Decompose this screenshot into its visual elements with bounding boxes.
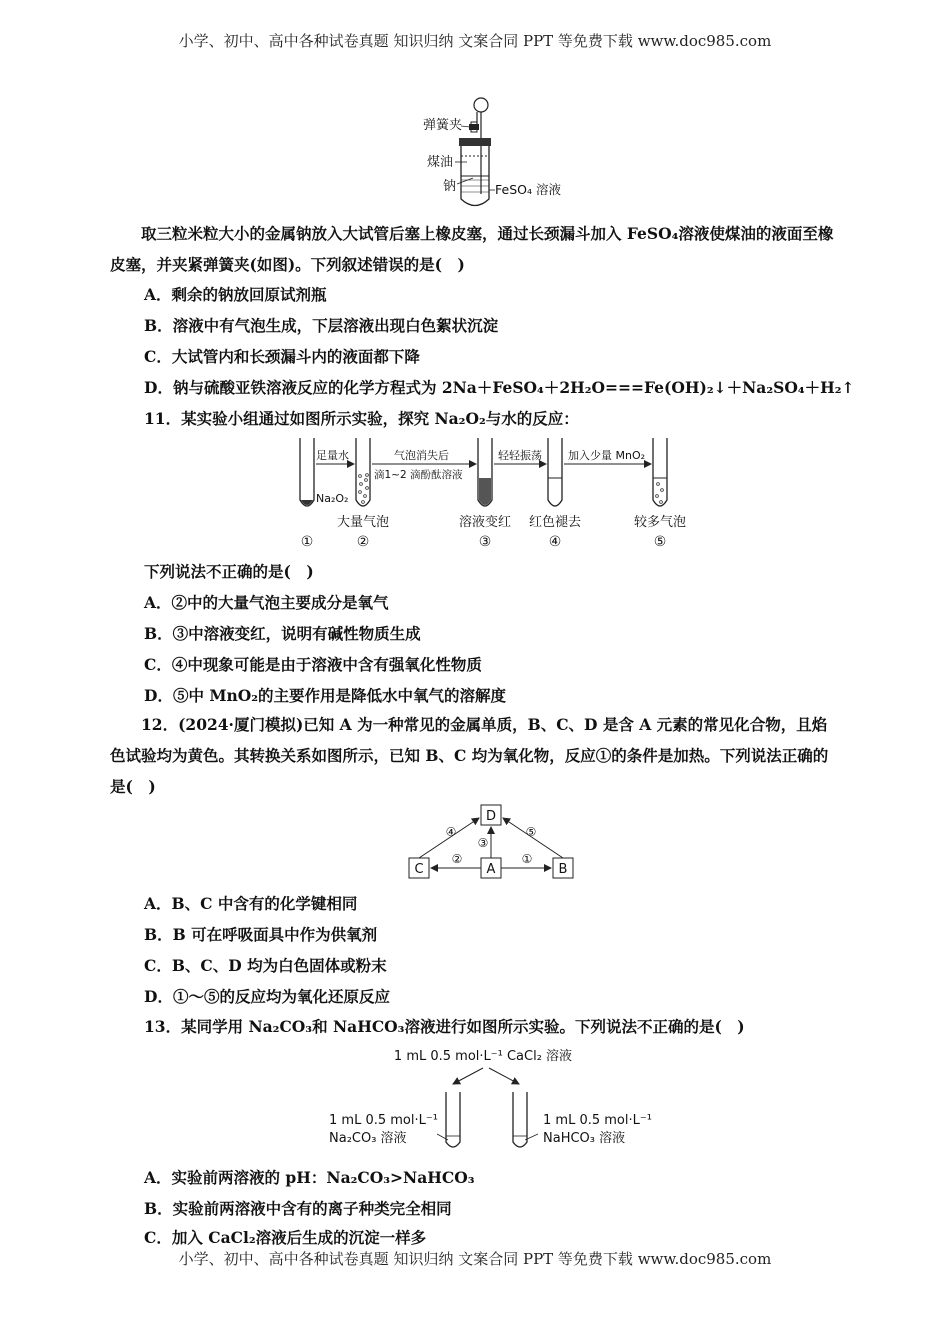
q11-option-c: C．④中现象可能是由于溶液中含有强氧化性物质	[144, 655, 482, 674]
label-oil: 煤油	[427, 155, 454, 170]
na2o2-label: Na₂O₂	[316, 492, 349, 505]
tube-right	[513, 1092, 527, 1147]
obs-label-5: 较多气泡	[633, 515, 687, 530]
tube-number-5: ⑤	[653, 534, 667, 550]
label-clip: 弹簧夹	[423, 118, 463, 133]
q13-option-c: C．加入 CaCl₂溶液后生成的沉淀一样多	[144, 1228, 427, 1247]
q12-option-d: D．①～⑤的反应均为氧化还原反应	[144, 987, 390, 1006]
tube-number-2: ②	[356, 534, 370, 550]
q12-conversion-diagram	[405, 800, 580, 884]
q11-option-a: A．②中的大量气泡主要成分是氧气	[144, 593, 389, 612]
obs-label-2: 大量气泡	[336, 515, 390, 530]
label-na: 钠	[443, 179, 457, 194]
q11-option-d: D．⑤中 MnO₂的主要作用是降低水中氧气的溶解度	[144, 686, 507, 705]
reaction-5: ⑤	[525, 825, 537, 839]
top-reagent-label: 1 mL 0.5 mol·L⁻¹ CaCl₂ 溶液	[393, 1049, 573, 1064]
reaction-2: ②	[451, 852, 463, 866]
obs-label-4: 红色褪去	[528, 515, 582, 530]
q10-stem: 取三粒米粒大小的金属钠放入大试管后塞上橡皮塞，通过长颈漏斗加入 FeSO₄溶液使煤油的液面至橡皮塞，并夹紧弹簧夹(如图)。下列叙述错误的是( )	[110, 224, 834, 274]
reaction-4: ④	[445, 825, 457, 839]
rubber-stopper	[459, 138, 491, 146]
q12-option-b: B．B 可在呼吸面具中作为供氧剂	[144, 925, 378, 944]
test-tube	[461, 144, 489, 206]
q10-option-b: B．溶液中有气泡生成，下层溶液出现白色絮状沉淀	[144, 316, 499, 335]
tube-5	[653, 438, 667, 506]
obs-label-3: 溶液变红	[458, 515, 512, 530]
node-D: D	[485, 809, 497, 824]
label-feso4: FeSO₄ 溶液	[495, 182, 561, 197]
funnel-bulb	[474, 98, 488, 112]
left-label-line2: Na₂CO₃ 溶液	[329, 1131, 407, 1146]
q11-substem: 下列说法不正确的是( )	[144, 562, 314, 581]
tube-number-1: ①	[300, 534, 314, 550]
arrow-label-1: 足量水	[316, 449, 349, 462]
q10-option-d: D．钠与硫酸亚铁溶液反应的化学方程式为 2Na＋FeSO₄＋2H₂O===Fe(OH)₂↓＋Na₂SO₄＋H₂↑	[144, 378, 855, 397]
arrow-label-2-bot: 滴1~2 滴酚酞溶液	[374, 469, 463, 481]
q11-option-b: B．③中溶液变红，说明有碱性物质生成	[144, 624, 421, 643]
q11-experiment-figure	[292, 432, 692, 550]
q13-experiment-figure	[325, 1042, 665, 1154]
node-B: B	[558, 862, 568, 877]
q13-option-b: B．实验前两溶液中含有的离子种类完全相同	[144, 1199, 452, 1218]
arrow-label-3: 轻轻振荡	[498, 449, 542, 462]
tube-left	[446, 1092, 460, 1147]
node-C: C	[414, 862, 424, 877]
q10-option-a: A．剩余的钠放回原试剂瓶	[144, 285, 327, 304]
q13-stem: 13．某同学用 Na₂CO₃和 NaHCO₃溶液进行如图所示实验。下列说法不正确的是( )	[144, 1017, 745, 1036]
right-label-line2: NaHCO₃ 溶液	[543, 1131, 626, 1146]
arrow-label-4: 加入少量 MnO₂	[568, 449, 646, 462]
reaction-3: ③	[477, 836, 489, 850]
q12-option-a: A．B、C 中含有的化学键相同	[144, 894, 358, 913]
tube-number-4: ④	[548, 534, 562, 550]
node-A: A	[486, 862, 496, 877]
tube-number-3: ③	[478, 534, 492, 550]
q11-stem: 11．某实验小组通过如图所示实验，探究 Na₂O₂与水的反应：	[144, 409, 579, 428]
reaction-1: ①	[521, 852, 533, 866]
q12-option-c: C．B、C、D 均为白色固体或粉末	[144, 956, 387, 975]
tube-1	[300, 438, 314, 506]
page-header: 小学、初中、高中各种试卷真题 知识归纳 文案合同 PPT 等免费下载 www.doc985.com	[178, 32, 772, 50]
right-label-line1: 1 mL 0.5 mol·L⁻¹	[543, 1113, 652, 1128]
q10-apparatus-figure	[405, 96, 605, 216]
page-footer: 小学、初中、高中各种试卷真题 知识归纳 文案合同 PPT 等免费下载 www.doc985.com	[178, 1250, 772, 1268]
q10-option-c: C．大试管内和长颈漏斗内的液面都下降	[144, 347, 420, 366]
tube-4	[548, 438, 562, 506]
arrow-label-2-top: 气泡消失后	[394, 449, 449, 462]
left-label-line1: 1 mL 0.5 mol·L⁻¹	[329, 1113, 438, 1128]
q13-option-a: A．实验前两溶液的 pH：Na₂CO₃>NaHCO₃	[144, 1168, 475, 1187]
q12-stem: 12．(2024·厦门模拟)已知 A 为一种常见的金属单质，B、C、D 是含 A 元素的常见化合物，且焰色试验均为黄色。其转换关系如图所示，已知 B、C 均为氧化物，反应①的条件是加热。下列说法正确的是( )	[110, 715, 829, 796]
